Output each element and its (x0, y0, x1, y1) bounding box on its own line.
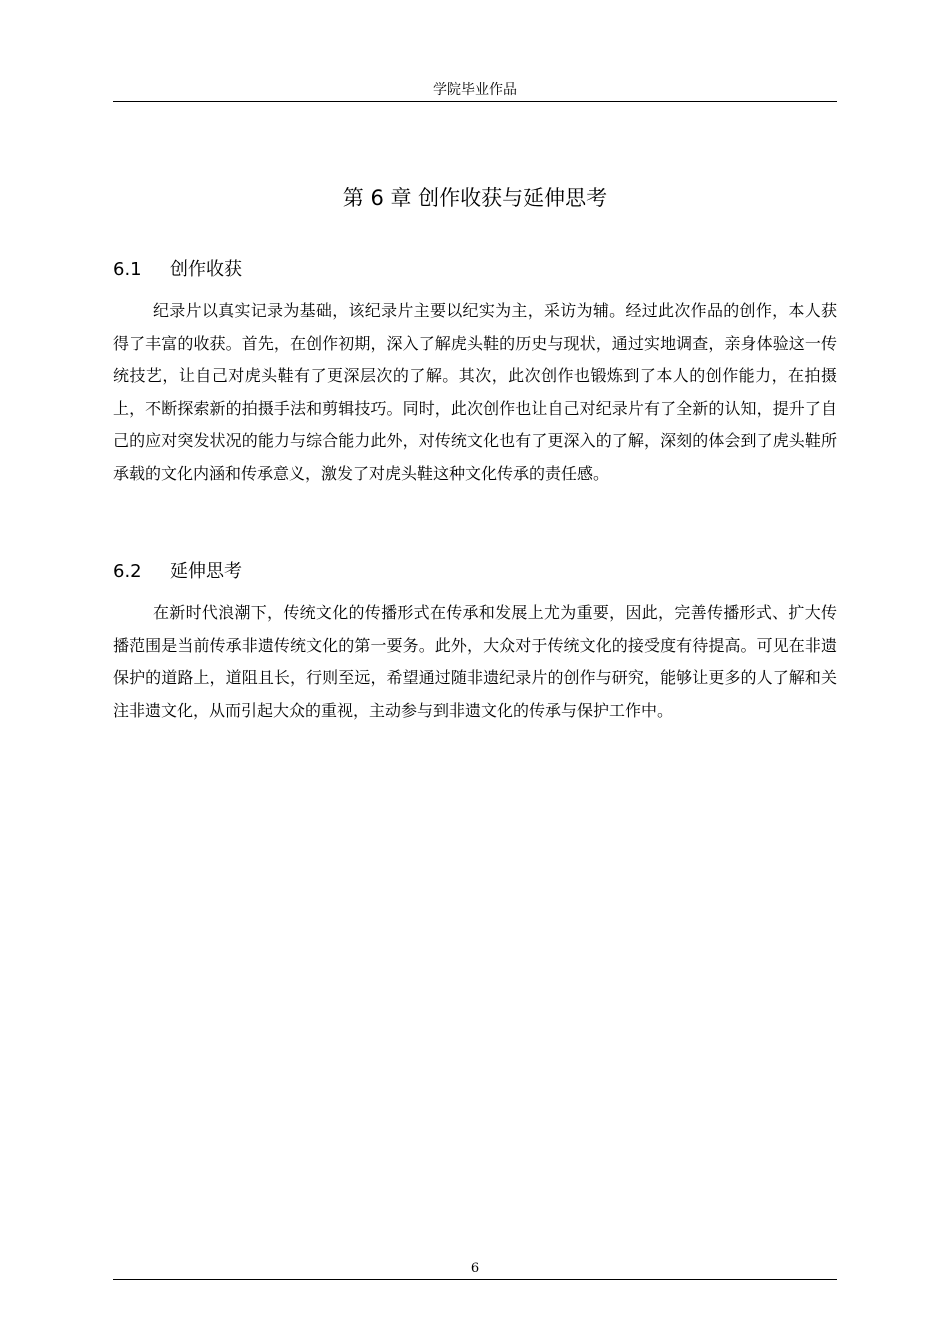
section-title: 延伸思考 (170, 561, 242, 582)
section-number: 6.1 (113, 259, 142, 280)
section-number: 6.2 (113, 561, 142, 582)
header-rule (113, 101, 837, 102)
section-paragraph-6-1: 纪录片以真实记录为基础，该纪录片主要以纪实为主，采访为辅。经过此次作品的创作，本人获得了丰富的收获。首先，在创作初期，深入了解虎头鞋的历史与现状，通过实地调查，亲身体验这一传统技艺，让自己对虎头鞋有了更深层次的了解。其次，此次创作也锻炼到了本人的创作能力，在拍摄上，不断探索新的拍摄手法和剪辑技巧。同时，此次创作也让自己对纪录片有了全新的认知，提升了自己的应对突发状况的能力与综合能力此外，对传统文化也有了更深入的了解，深刻的体会到了虎头鞋所承载的文化内涵和传承意义，激发了对虎头鞋这种文化传承的责任感。 (113, 301, 837, 483)
running-header: 学院毕业作品 (433, 82, 517, 98)
chapter-title: 第 6 章 创作收获与延伸思考 (342, 186, 608, 210)
section-paragraph-6-2: 在新时代浪潮下，传统文化的传播形式在传承和发展上尤为重要，因此，完善传播形式、扩大传播范围是当前传承非遗传统文化的第一要务。此外，大众对于传统文化的接受度有待提高。可见在非遗保护的道路上，道阻且长，行则至远，希望通过随非遗纪录片的创作与研究，能够让更多的人了解和关注非遗文化，从而引起大众的重视，主动参与到非遗文化的传承与保护工作中。 (113, 603, 837, 720)
footer-rule (113, 1279, 837, 1280)
section-heading-6-1 (113, 257, 837, 283)
page-number: 6 (470, 1261, 480, 1276)
section-heading-6-2 (113, 559, 837, 585)
section-title: 创作收获 (170, 259, 242, 280)
